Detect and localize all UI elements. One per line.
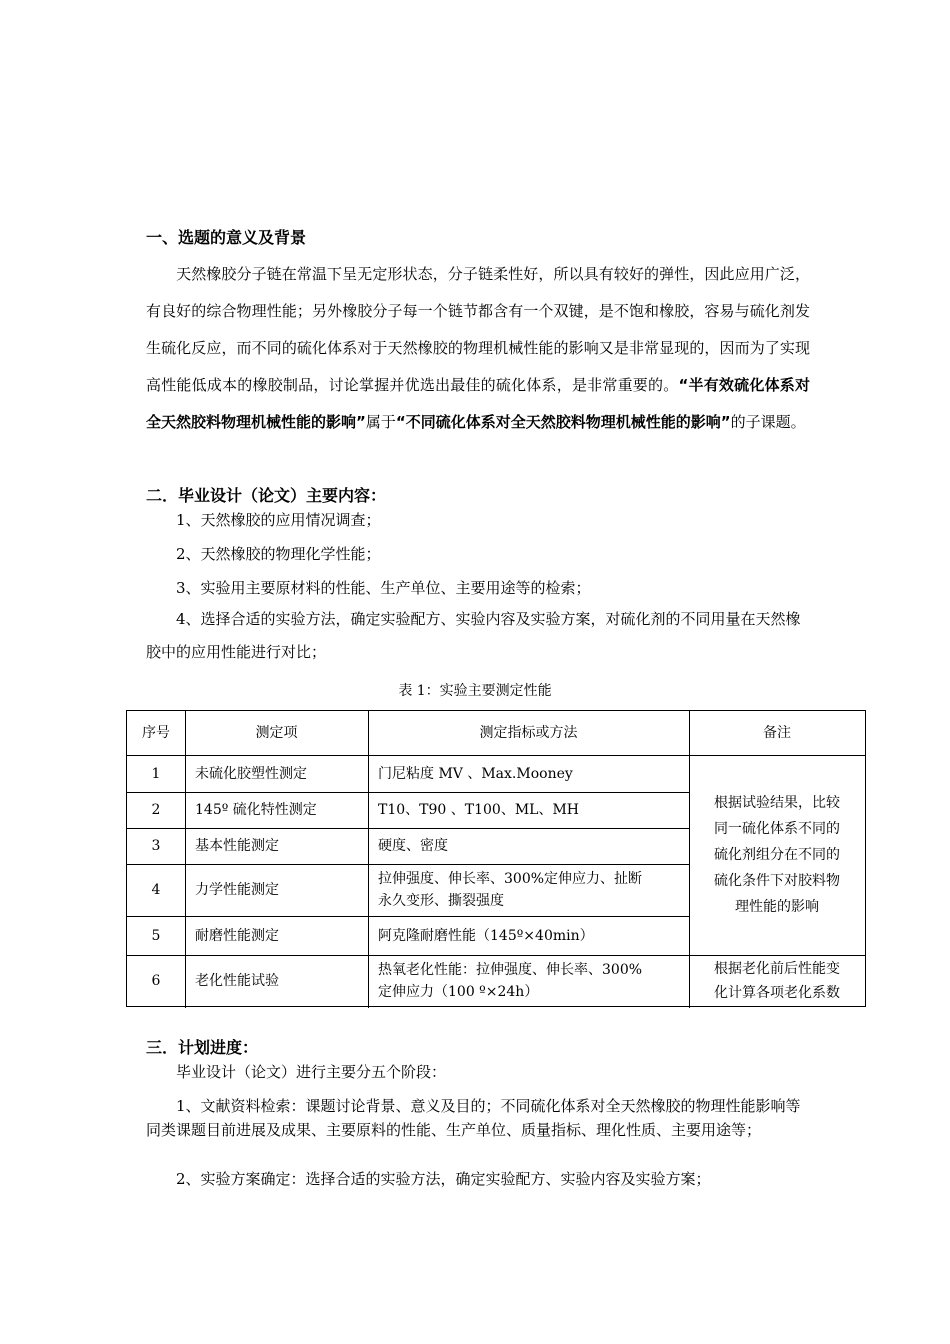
header-note: 备注 (763, 725, 791, 741)
header-no: 序号 (142, 725, 170, 741)
row6-method-line1: 热氧老化性能：拉伸强度、伸长率、300% (378, 961, 643, 978)
content-item-4: 4、选择合适的实验方法，确定实验配方、实验内容及实验方案，对硫化剂的不同用量在天然橡胶中的应用性能进行对比； (146, 610, 801, 661)
row1-no: 1 (151, 765, 161, 782)
row5-no: 5 (151, 927, 161, 944)
row6-item: 老化性能试验 (195, 972, 279, 989)
note-line-1: 根据试验结果，比较 (714, 795, 840, 811)
row6-method-line2: 定伸应力（100 º×24h） (378, 983, 539, 1000)
content-item-1: 1、天然橡胶的应用情况调查； (176, 511, 381, 529)
note-row6-line-2: 化计算各项老化系数 (714, 984, 840, 1001)
note-line-3: 硫化剂组分在不同的 (714, 847, 840, 863)
note-row6 (689, 955, 865, 1006)
section1-paragraph (146, 256, 810, 441)
section3-heading: 三．计划进度： (146, 1038, 259, 1057)
header-item: 测定项 (255, 725, 298, 741)
row1-item: 未硫化胶塑性测定 (195, 765, 307, 782)
section1-text-1: 天然橡胶分子链在常温下呈无定形状态，分子链柔性好，所以具有较好的弹性，因此应用广泛，有良好的综合物理性能；另外橡胶分子每一个链节都含有一个双键，是不饱和橡胶，容易与硫化剂发生硫化反应，而不同的硫化体系对于天然橡胶的物理机械性能的影响又是非常显现的，因而为了实现高性能低成本的橡胶制品，讨论掌握并优选出最佳的硫化体系，是非常重要的。 (146, 265, 810, 394)
row3-item: 基本性能测定 (195, 838, 279, 854)
row6-method (368, 955, 689, 1006)
row5-method: 阿克隆耐磨性能（145º×40min） (378, 927, 594, 944)
section2-heading: 二．毕业设计（论文）主要内容： (146, 486, 387, 505)
measurement-table (126, 710, 866, 1007)
section3-intro: 毕业设计（论文）进行主要分五个阶段： (176, 1063, 447, 1081)
section1-bold-1: “半有效硫化体系对全天然胶料物理机械性能的影响” (146, 376, 810, 431)
section1-text-2: 属于 (365, 413, 396, 431)
content-item-3: 3、实验用主要原材料的性能、生产单位、主要用途等的检索； (176, 579, 591, 597)
row1-method: 门尼粘度 MV 、Max.Mooney (378, 765, 573, 782)
row2-no: 2 (151, 802, 161, 818)
section1-heading: 一、选题的意义及背景 (146, 228, 307, 247)
content-item-2: 2、天然橡胶的物理化学性能； (176, 545, 381, 563)
row3-no: 3 (151, 838, 161, 854)
row4-method-line2: 永久变形、撕裂强度 (378, 893, 504, 909)
row3-method: 硬度、密度 (378, 838, 448, 854)
note-row6-line-1: 根据老化前后性能变 (714, 960, 840, 977)
row4-method (368, 864, 689, 916)
row4-item: 力学性能测定 (195, 882, 279, 898)
stage-2: 2、实验方案确定：选择合适的实验方法，确定实验配方、实验内容及实验方案； (176, 1170, 711, 1188)
row4-method-line1: 拉伸强度、伸长率、300%定伸应力、扯断 (378, 871, 643, 887)
row6-no: 6 (151, 972, 161, 989)
row2-item: 145º 硫化特性测定 (195, 802, 317, 818)
row5-item: 耐磨性能测定 (195, 927, 279, 944)
row2-method: T10、T90 、T100、ML、MH (378, 802, 579, 818)
note-line-5: 理性能的影响 (735, 899, 819, 915)
note-merged (689, 755, 865, 955)
section1-text-3: 的子课题。 (730, 413, 806, 431)
table-caption: 表 1：实验主要测定性能 (398, 683, 552, 699)
header-method: 测定指标或方法 (479, 725, 578, 741)
section1-bold-2: “不同硫化体系对全天然胶料物理机械性能的影响” (395, 413, 731, 431)
note-line-2: 同一硫化体系不同的 (714, 821, 840, 837)
note-line-4: 硫化条件下对胶料物 (714, 873, 840, 889)
row4-no: 4 (151, 882, 161, 898)
stage-1: 1、文献资料检索：课题讨论背景、意义及目的；不同硫化体系对全天然橡胶的物理性能影响等同类课题目前进展及成果、主要原料的性能、生产单位、质量指标、理化性质、主要用途等； (146, 1097, 801, 1139)
